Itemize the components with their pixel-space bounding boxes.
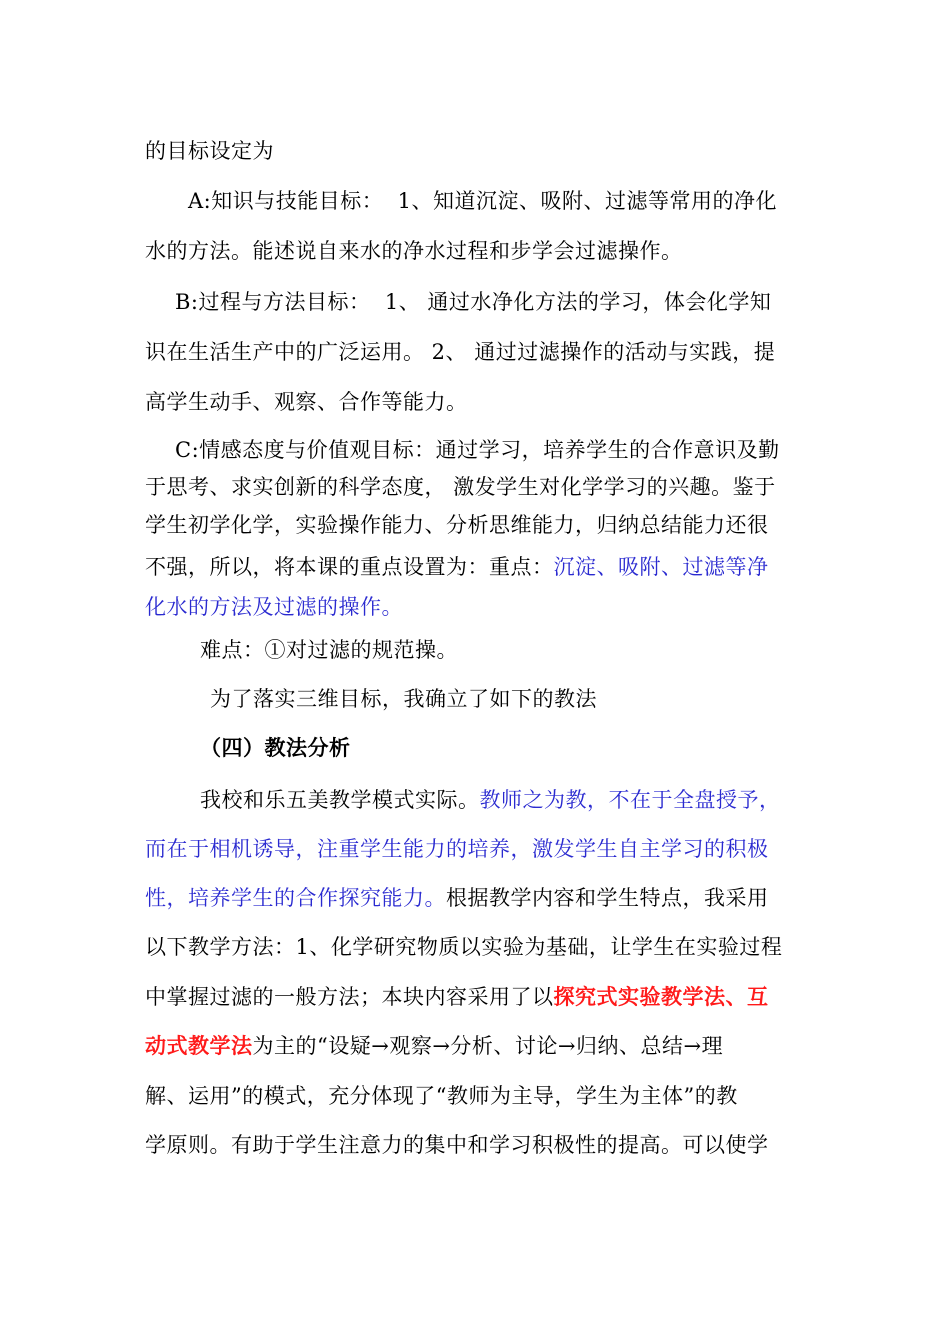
highlight-text: 教师之为教，不在于全盘授予， [479, 788, 781, 812]
text-run: 解、运用”的模式，充分体现了“教师为主导，学生为主体”的教 [145, 1084, 738, 1108]
key-point-line [145, 592, 403, 622]
text-run: 以下教学方法：1、化学研究物质以实验为基础，让学生在实验过程 [145, 935, 783, 959]
text-run: 为主的“设疑→观察→分析、讨论→归纳、总结→理 [252, 1034, 724, 1058]
paragraph-line [145, 1130, 769, 1160]
paragraph-line [145, 834, 769, 864]
text-run: 于思考、求实创新的科学态度， 激发学生对化学学习的兴趣。鉴于 [145, 475, 776, 499]
difficulty-line [200, 635, 458, 665]
section-heading [200, 733, 351, 763]
paragraph-line [145, 510, 769, 540]
text-run: 识在生活生产中的广泛运用。 2、 通过过滤操作的活动与实践，提 [145, 340, 776, 364]
highlight-text: 性，培养学生的合作探究能力。 [145, 886, 446, 910]
text-run: A:知识与技能目标： 1、知道沉淀、吸附、过滤等常用的净化 [188, 189, 777, 213]
highlight-text: 沉淀、吸附、过滤等净 [553, 555, 769, 579]
paragraph-line [210, 684, 597, 714]
objective-a-line [188, 186, 777, 216]
text-run: 为了落实三维目标，我确立了如下的教法 [210, 687, 597, 711]
paragraph-line [145, 1081, 738, 1111]
highlight-text: 化水的方法及过滤的操作。 [145, 595, 403, 619]
paragraph-line [145, 472, 776, 502]
text-run: C:情感态度与价值观目标：通过学习，培养学生的合作意识及勤 [175, 438, 780, 462]
text-run: 根据教学内容和学生特点，我采用 [446, 886, 769, 910]
paragraph-line [200, 785, 781, 815]
text-run: 的目标设定为 [145, 139, 274, 163]
highlight-text: 而在于相机诱导，注重学生能力的培养，激发学生自主学习的积极 [145, 837, 769, 861]
paragraph-line [145, 236, 683, 266]
text-run: B:过程与方法目标： 1、 通过水净化方法的学习，体会化学知 [175, 290, 772, 314]
heading-text: （四）教法分析 [200, 735, 351, 760]
paragraph-line [145, 932, 782, 962]
emphasis-text: 探究式实验教学法、互 [553, 984, 769, 1009]
text-run: 高学生动手、观察、合作等能力。 [145, 390, 468, 414]
paragraph-line [145, 136, 274, 166]
text-run: 水的方法。能述说自来水的净水过程和步学会过滤操作。 [145, 239, 683, 263]
paragraph-line [145, 387, 468, 417]
text-run: 我校和乐五美教学模式实际。 [200, 788, 480, 812]
paragraph-line [145, 337, 775, 367]
paragraph-line [145, 883, 769, 913]
text-run: 学生初学化学，实验操作能力、分析思维能力，归纳总结能力还很 [145, 513, 769, 537]
paragraph-line [145, 982, 769, 1012]
objective-c-line [175, 435, 780, 465]
text-run: 学原则。有助于学生注意力的集中和学习积极性的提高。可以使学 [145, 1133, 769, 1157]
objective-b-line [175, 287, 771, 317]
paragraph-line [145, 1031, 723, 1061]
text-run: 不强，所以，将本课的重点设置为：重点： [145, 555, 554, 579]
text-run: 中掌握过滤的一般方法；本块内容采用了以 [145, 985, 554, 1009]
key-point-line [145, 552, 769, 582]
text-run: 难点：①对过滤的规范操。 [200, 638, 458, 662]
emphasis-text: 动式教学法 [145, 1033, 253, 1058]
